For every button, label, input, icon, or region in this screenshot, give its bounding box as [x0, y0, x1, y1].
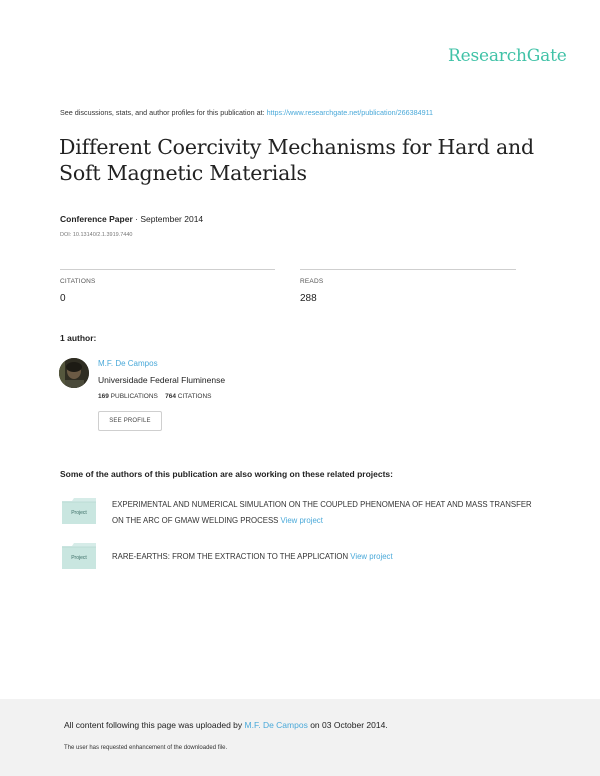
citations-label: CITATIONS — [60, 278, 96, 285]
publication-type: Conference Paper — [60, 214, 133, 224]
upload-suffix: on 03 October 2014. — [310, 720, 388, 730]
author-photo — [59, 358, 89, 388]
upload-prefix: All content following this page was uploaded by — [64, 720, 243, 730]
view-project-link[interactable]: View project — [350, 552, 393, 561]
project-icon[interactable] — [62, 498, 96, 529]
author-citations-label: CITATIONS — [177, 393, 212, 400]
authors-heading: 1 author: — [60, 333, 97, 343]
author-avatar[interactable] — [59, 358, 89, 388]
project-title: RARE-EARTHS: FROM THE EXTRACTION TO THE APPLICATION — [112, 552, 349, 561]
citations-divider — [60, 269, 275, 270]
upload-info — [64, 720, 388, 730]
reads-label: READS — [300, 278, 324, 285]
publication-url-link[interactable]: https://www.researchgate.net/publication/266384911 — [266, 108, 434, 117]
doi[interactable]: DOI: 10.13140/2.1.3919.7440 — [60, 232, 133, 238]
discussion-prefix: See discussions, stats, and author profiles for this publication at: — [60, 108, 265, 117]
paper-title: Different Coercivity Mechanisms for Hard and Soft Magnetic Materials — [59, 135, 534, 185]
publication-date: September 2014 — [140, 214, 204, 224]
reads-divider — [300, 269, 516, 270]
related-projects-heading: Some of the authors of this publication are also working on these related projects: — [60, 469, 393, 479]
author-stats — [98, 393, 211, 400]
project-icon-label: Project — [71, 555, 87, 561]
reads-value: 288 — [300, 293, 317, 304]
project-item — [112, 497, 532, 529]
meta-separator: · — [132, 214, 141, 224]
author-citations-count: 764 — [165, 393, 176, 400]
researchgate-logo[interactable]: ResearchGate — [448, 46, 567, 66]
project-title: EXPERIMENTAL AND NUMERICAL SIMULATION ON THE COUPLED PHENOMENA OF HEAT AND MASS TRANSFER ON THE ARC OF GMAW WELDING PROCESS — [112, 500, 532, 525]
publication-meta — [60, 214, 203, 224]
view-project-link[interactable]: View project — [280, 516, 323, 525]
project-item — [112, 549, 532, 565]
author-name-link[interactable]: M.F. De Campos — [98, 359, 158, 368]
citations-value: 0 — [60, 293, 66, 304]
author-publications-label: PUBLICATIONS — [110, 393, 158, 400]
author-institution: Universidade Federal Fluminense — [98, 375, 226, 385]
enhancement-note: The user has requested enhancement of the downloaded file. — [64, 745, 228, 751]
see-profile-button[interactable]: SEE PROFILE — [98, 411, 162, 431]
project-icon[interactable] — [62, 543, 96, 574]
uploader-link[interactable]: M.F. De Campos — [244, 720, 308, 730]
footer — [0, 699, 600, 776]
project-icon-label: Project — [71, 510, 87, 516]
author-publications-count: 169 — [98, 393, 109, 400]
discussion-line — [60, 108, 433, 117]
